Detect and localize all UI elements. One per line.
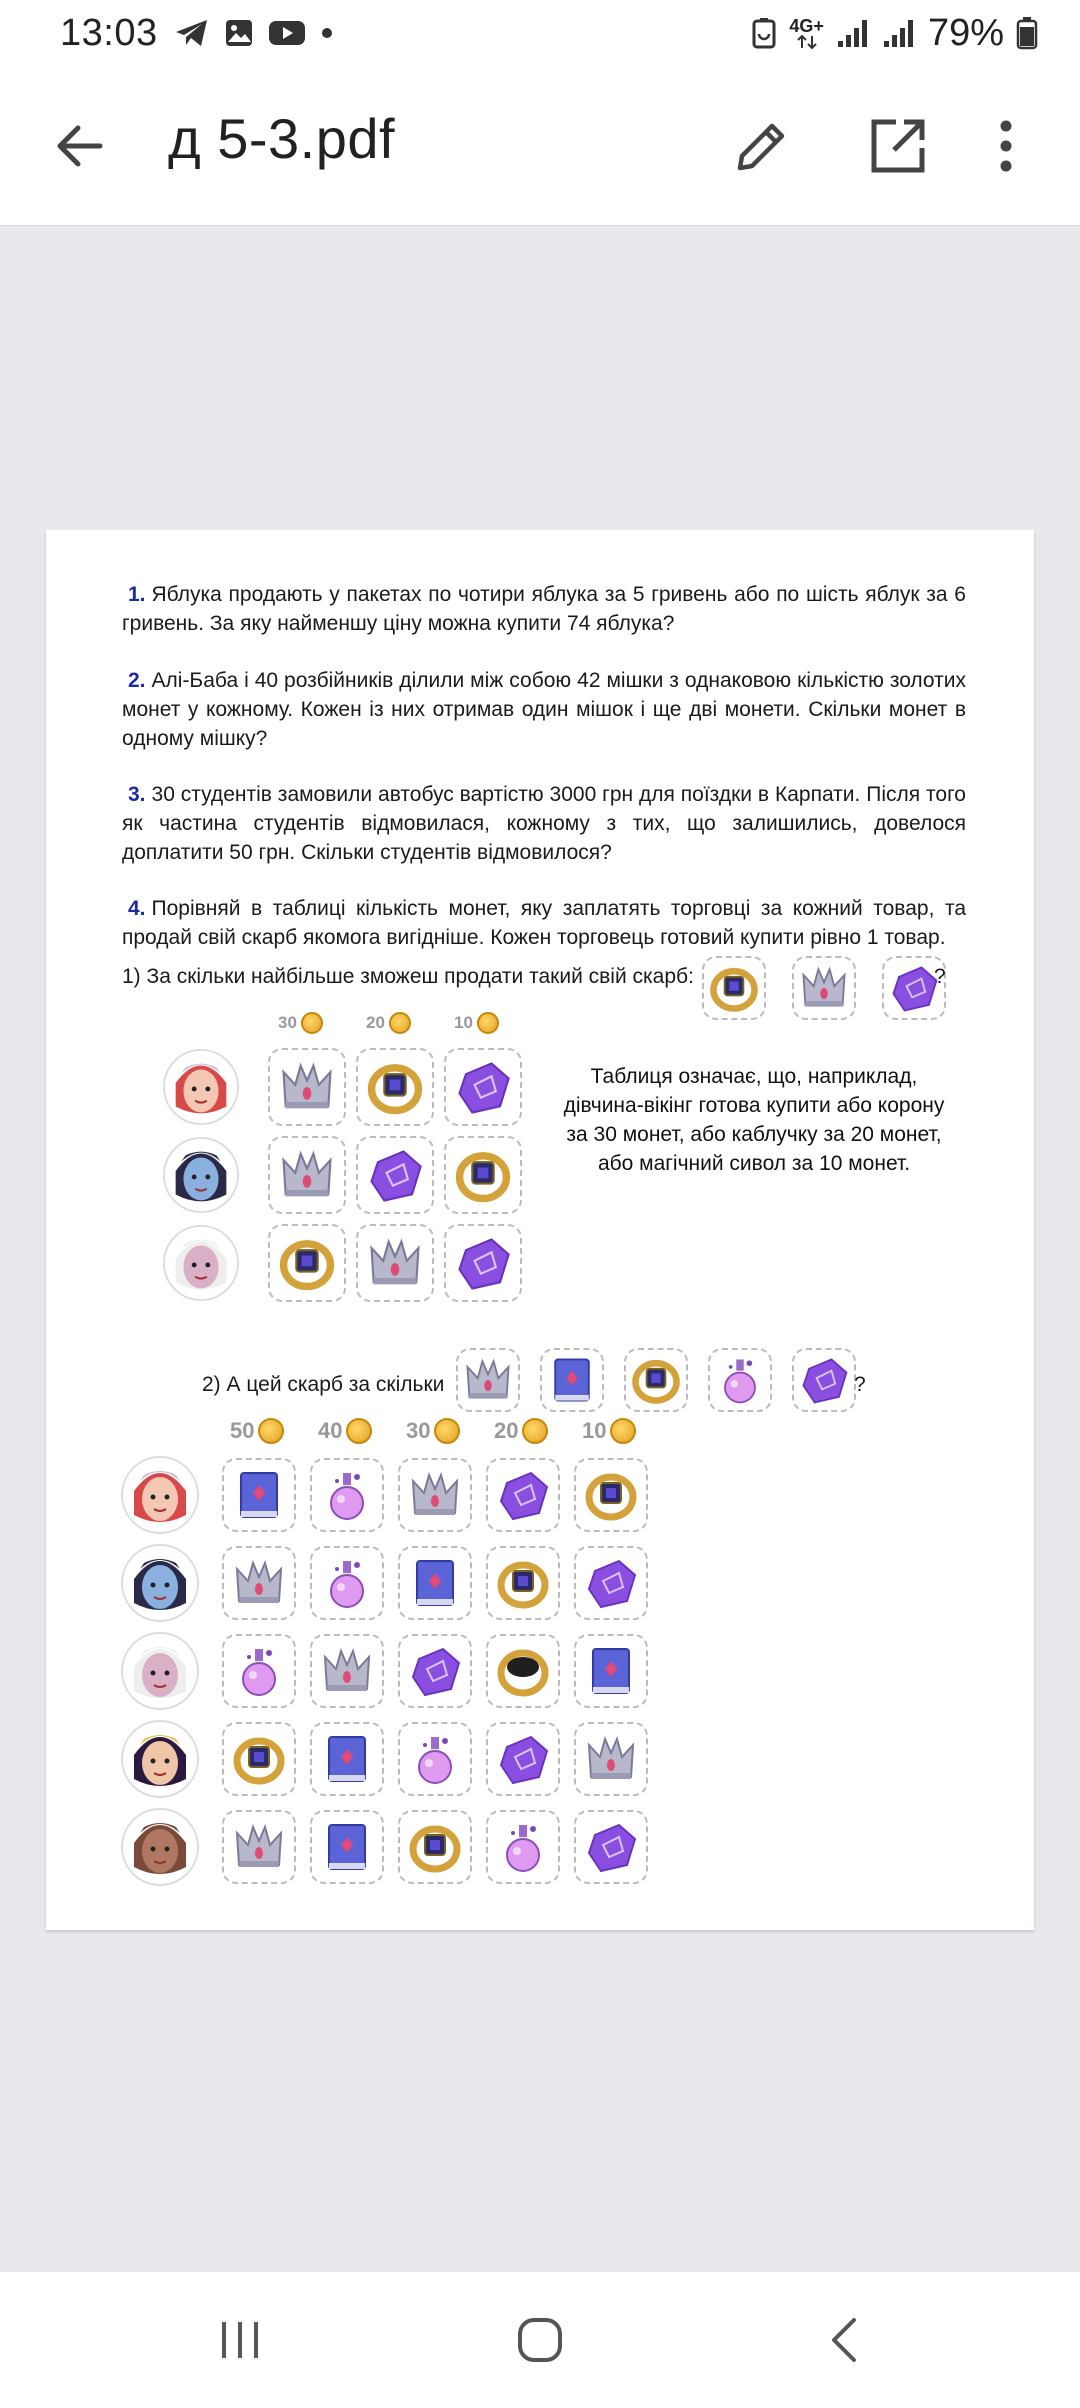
part1-text: 1) За скільки найбільше зможеш продати такий свій скарб:: [122, 965, 694, 988]
treasure-item: [708, 1348, 772, 1412]
home-icon[interactable]: [516, 2316, 564, 2364]
table-cell: [356, 1136, 434, 1214]
ring-icon: [405, 1817, 465, 1877]
edit-pencil-icon[interactable]: [730, 114, 794, 178]
crown-icon: [275, 1143, 339, 1207]
crown-icon: [460, 1352, 516, 1408]
book-icon: [581, 1641, 641, 1701]
treasure-item: [456, 1348, 520, 1412]
status-time: 13:03: [60, 11, 158, 54]
question-3: [122, 780, 966, 867]
signal-icon: [836, 17, 870, 49]
price-label: [454, 1012, 499, 1034]
table-cell: [356, 1224, 434, 1302]
book-icon: [544, 1352, 600, 1408]
price-value: 10: [454, 1013, 473, 1032]
table-cell: [486, 1634, 560, 1708]
potion-icon: [317, 1553, 377, 1613]
battery-icon: [1016, 16, 1038, 50]
treasure-item: [792, 956, 856, 1020]
question-text: Алі-Баба і 40 розбійників ділили між собою 42 мішки з однаковою кількістю золотих монет у кожному. Кожен із них отримав один мішок і ще дві монети. Скільки монет в одному мішку?: [122, 669, 966, 750]
price-label: [318, 1418, 372, 1444]
part2-question-mark: ?: [854, 1373, 866, 1396]
ring-icon: [229, 1729, 289, 1789]
question-text: Яблука продають у пакетах по чотири яблука за 5 гривень або по шість яблук за 6 гривень. За яку найменшу ціну можна купити 74 яблука?: [122, 583, 966, 635]
crystal-icon: [451, 1231, 515, 1295]
ring-icon: [706, 960, 762, 1016]
vampire-avatar: [120, 1543, 200, 1623]
crown-icon: [796, 960, 852, 1016]
ogre-avatar: [120, 1807, 200, 1887]
system-icons: [751, 12, 1038, 55]
treasure-item: [540, 1348, 604, 1412]
crown-icon: [275, 1055, 339, 1119]
app-toolbar: [0, 66, 1080, 226]
price-value: 30: [278, 1013, 297, 1032]
treasure-item: [702, 956, 766, 1020]
price-label: [278, 1012, 323, 1034]
table-cell: [310, 1810, 384, 1884]
ring-icon: [628, 1352, 684, 1408]
price-value: 10: [582, 1418, 607, 1443]
price-label: [366, 1012, 411, 1034]
coin-icon: [434, 1418, 460, 1444]
question-number: 4.: [128, 897, 146, 920]
crystal-icon: [405, 1641, 465, 1701]
part1-note: Таблиця означає, що, наприклад, дівчина-вікінг готова купити або корону за 30 монет, або каблучку за 20 монет, або магічний сивол за 10 монет.: [563, 1065, 945, 1175]
youtube-icon: [268, 18, 306, 48]
crystal-icon: [451, 1055, 515, 1119]
table-cell: [268, 1224, 346, 1302]
price-value: 20: [494, 1418, 519, 1443]
gallery-icon: [224, 18, 254, 48]
part2-text: 2) А цей скарб за скільки: [202, 1373, 445, 1396]
battery-saver-icon: [751, 17, 777, 49]
table-cell: [574, 1810, 648, 1884]
question-number: 2.: [128, 669, 146, 692]
table-cell: [398, 1634, 472, 1708]
telegram-icon: [174, 18, 210, 48]
network-type: 4G+: [789, 17, 824, 49]
table-cell: [222, 1546, 296, 1620]
table-cell: [222, 1634, 296, 1708]
table-cell: [222, 1810, 296, 1884]
table-cell: [398, 1546, 472, 1620]
ring-icon: [493, 1553, 553, 1613]
crown-icon: [363, 1231, 427, 1295]
crystal-icon: [796, 1352, 852, 1408]
table-cell: [444, 1224, 522, 1302]
ring-icon: [363, 1055, 427, 1119]
system-nav-bar: [0, 2272, 1080, 2408]
crystal-icon: [581, 1553, 641, 1613]
more-vert-icon[interactable]: [986, 114, 1026, 178]
table-cell: [486, 1722, 560, 1796]
table-cell: [486, 1546, 560, 1620]
crown-icon: [229, 1553, 289, 1613]
book-icon: [405, 1553, 465, 1613]
table-cell: [398, 1458, 472, 1532]
table-cell: [398, 1722, 472, 1796]
viking-girl-avatar: [120, 1455, 200, 1535]
price-label: [406, 1418, 460, 1444]
price-value: 50: [230, 1418, 255, 1443]
price-label: [582, 1418, 636, 1444]
table-cell: [268, 1048, 346, 1126]
coin-icon: [610, 1418, 636, 1444]
table-cell: [574, 1458, 648, 1532]
coin-icon: [522, 1418, 548, 1444]
crown-icon: [229, 1817, 289, 1877]
coin-icon: [477, 1012, 499, 1034]
table-cell: [444, 1048, 522, 1126]
price-label: [230, 1418, 284, 1444]
table-cell: [574, 1546, 648, 1620]
table-cell: [310, 1634, 384, 1708]
book-icon: [229, 1465, 289, 1525]
coin-icon: [346, 1418, 372, 1444]
table-cell: [222, 1458, 296, 1532]
crystal-icon: [363, 1143, 427, 1207]
crown-icon: [581, 1729, 641, 1789]
dot-icon: [320, 26, 334, 40]
crown-icon: [405, 1465, 465, 1525]
crystal-icon: [581, 1817, 641, 1877]
data-arrows-icon: [796, 35, 818, 49]
vampire-avatar: [162, 1136, 240, 1214]
potion-icon: [229, 1641, 289, 1701]
potion-icon: [317, 1465, 377, 1525]
table-cell: [398, 1810, 472, 1884]
book-icon: [317, 1817, 377, 1877]
potion-icon: [712, 1352, 768, 1408]
table-cell: [310, 1546, 384, 1620]
question-2: [122, 666, 966, 753]
queen-avatar: [120, 1719, 200, 1799]
ring-icon: [451, 1143, 515, 1207]
document-title: д 5-3.pdf: [168, 107, 396, 170]
coin-icon: [301, 1012, 323, 1034]
treasure-item: [624, 1348, 688, 1412]
open-external-icon[interactable]: [866, 114, 930, 178]
crystal-icon: [493, 1729, 553, 1789]
potion-icon: [493, 1817, 553, 1877]
price-label: [494, 1418, 548, 1444]
notification-icons: [174, 18, 334, 48]
table-cell: [574, 1722, 648, 1796]
table-cell: [486, 1458, 560, 1532]
back-arrow-icon[interactable]: [52, 118, 108, 174]
question-text: Порівняй в таблиці кількість монет, яку заплатять торговці за кожний товар, та продай свій скарб якомога вигідніше. Кожен торговець готовий купити рівно 1 товар.: [122, 897, 966, 949]
book-icon: [317, 1729, 377, 1789]
table-cell: [486, 1810, 560, 1884]
part1-question-mark: ?: [934, 965, 946, 988]
table-cell: [268, 1136, 346, 1214]
price-value: 40: [318, 1418, 343, 1443]
question-1: [122, 580, 966, 638]
table-cell: [310, 1722, 384, 1796]
coin-icon: [258, 1418, 284, 1444]
elf-avatar: [162, 1224, 240, 1302]
crystal-icon: [493, 1465, 553, 1525]
ring-dark-icon: [493, 1641, 553, 1701]
battery-percent: 79%: [927, 11, 1004, 54]
price-value: 30: [406, 1418, 431, 1443]
nav-back-icon[interactable]: [826, 2316, 862, 2364]
pdf-page: [46, 530, 1034, 1930]
question-4: [122, 894, 966, 952]
table-cell: [222, 1722, 296, 1796]
price-value: 20: [366, 1013, 385, 1032]
table-cell: [574, 1634, 648, 1708]
treasure-item: [792, 1348, 856, 1412]
question-number: 1.: [128, 583, 146, 606]
question-number: 3.: [128, 783, 146, 806]
potion-icon: [405, 1729, 465, 1789]
elf-avatar: [120, 1631, 200, 1711]
table-cell: [444, 1136, 522, 1214]
crown-icon: [317, 1641, 377, 1701]
table-cell: [310, 1458, 384, 1532]
ring-icon: [275, 1231, 339, 1295]
question-text: 30 студентів замовили автобус вартістю 3000 грн для поїздки в Карпати. Після того як частина студентів відмовилася, кожному з тих, що залишились, довелося доплатити 50 грн. Скільки студентів відмовилося?: [122, 783, 966, 864]
status-bar: [0, 0, 1080, 66]
ring-icon: [581, 1465, 641, 1525]
viking-girl-avatar: [162, 1048, 240, 1126]
coin-icon: [389, 1012, 411, 1034]
signal-icon-2: [882, 17, 916, 49]
recents-icon[interactable]: [218, 2318, 262, 2362]
table-cell: [356, 1048, 434, 1126]
